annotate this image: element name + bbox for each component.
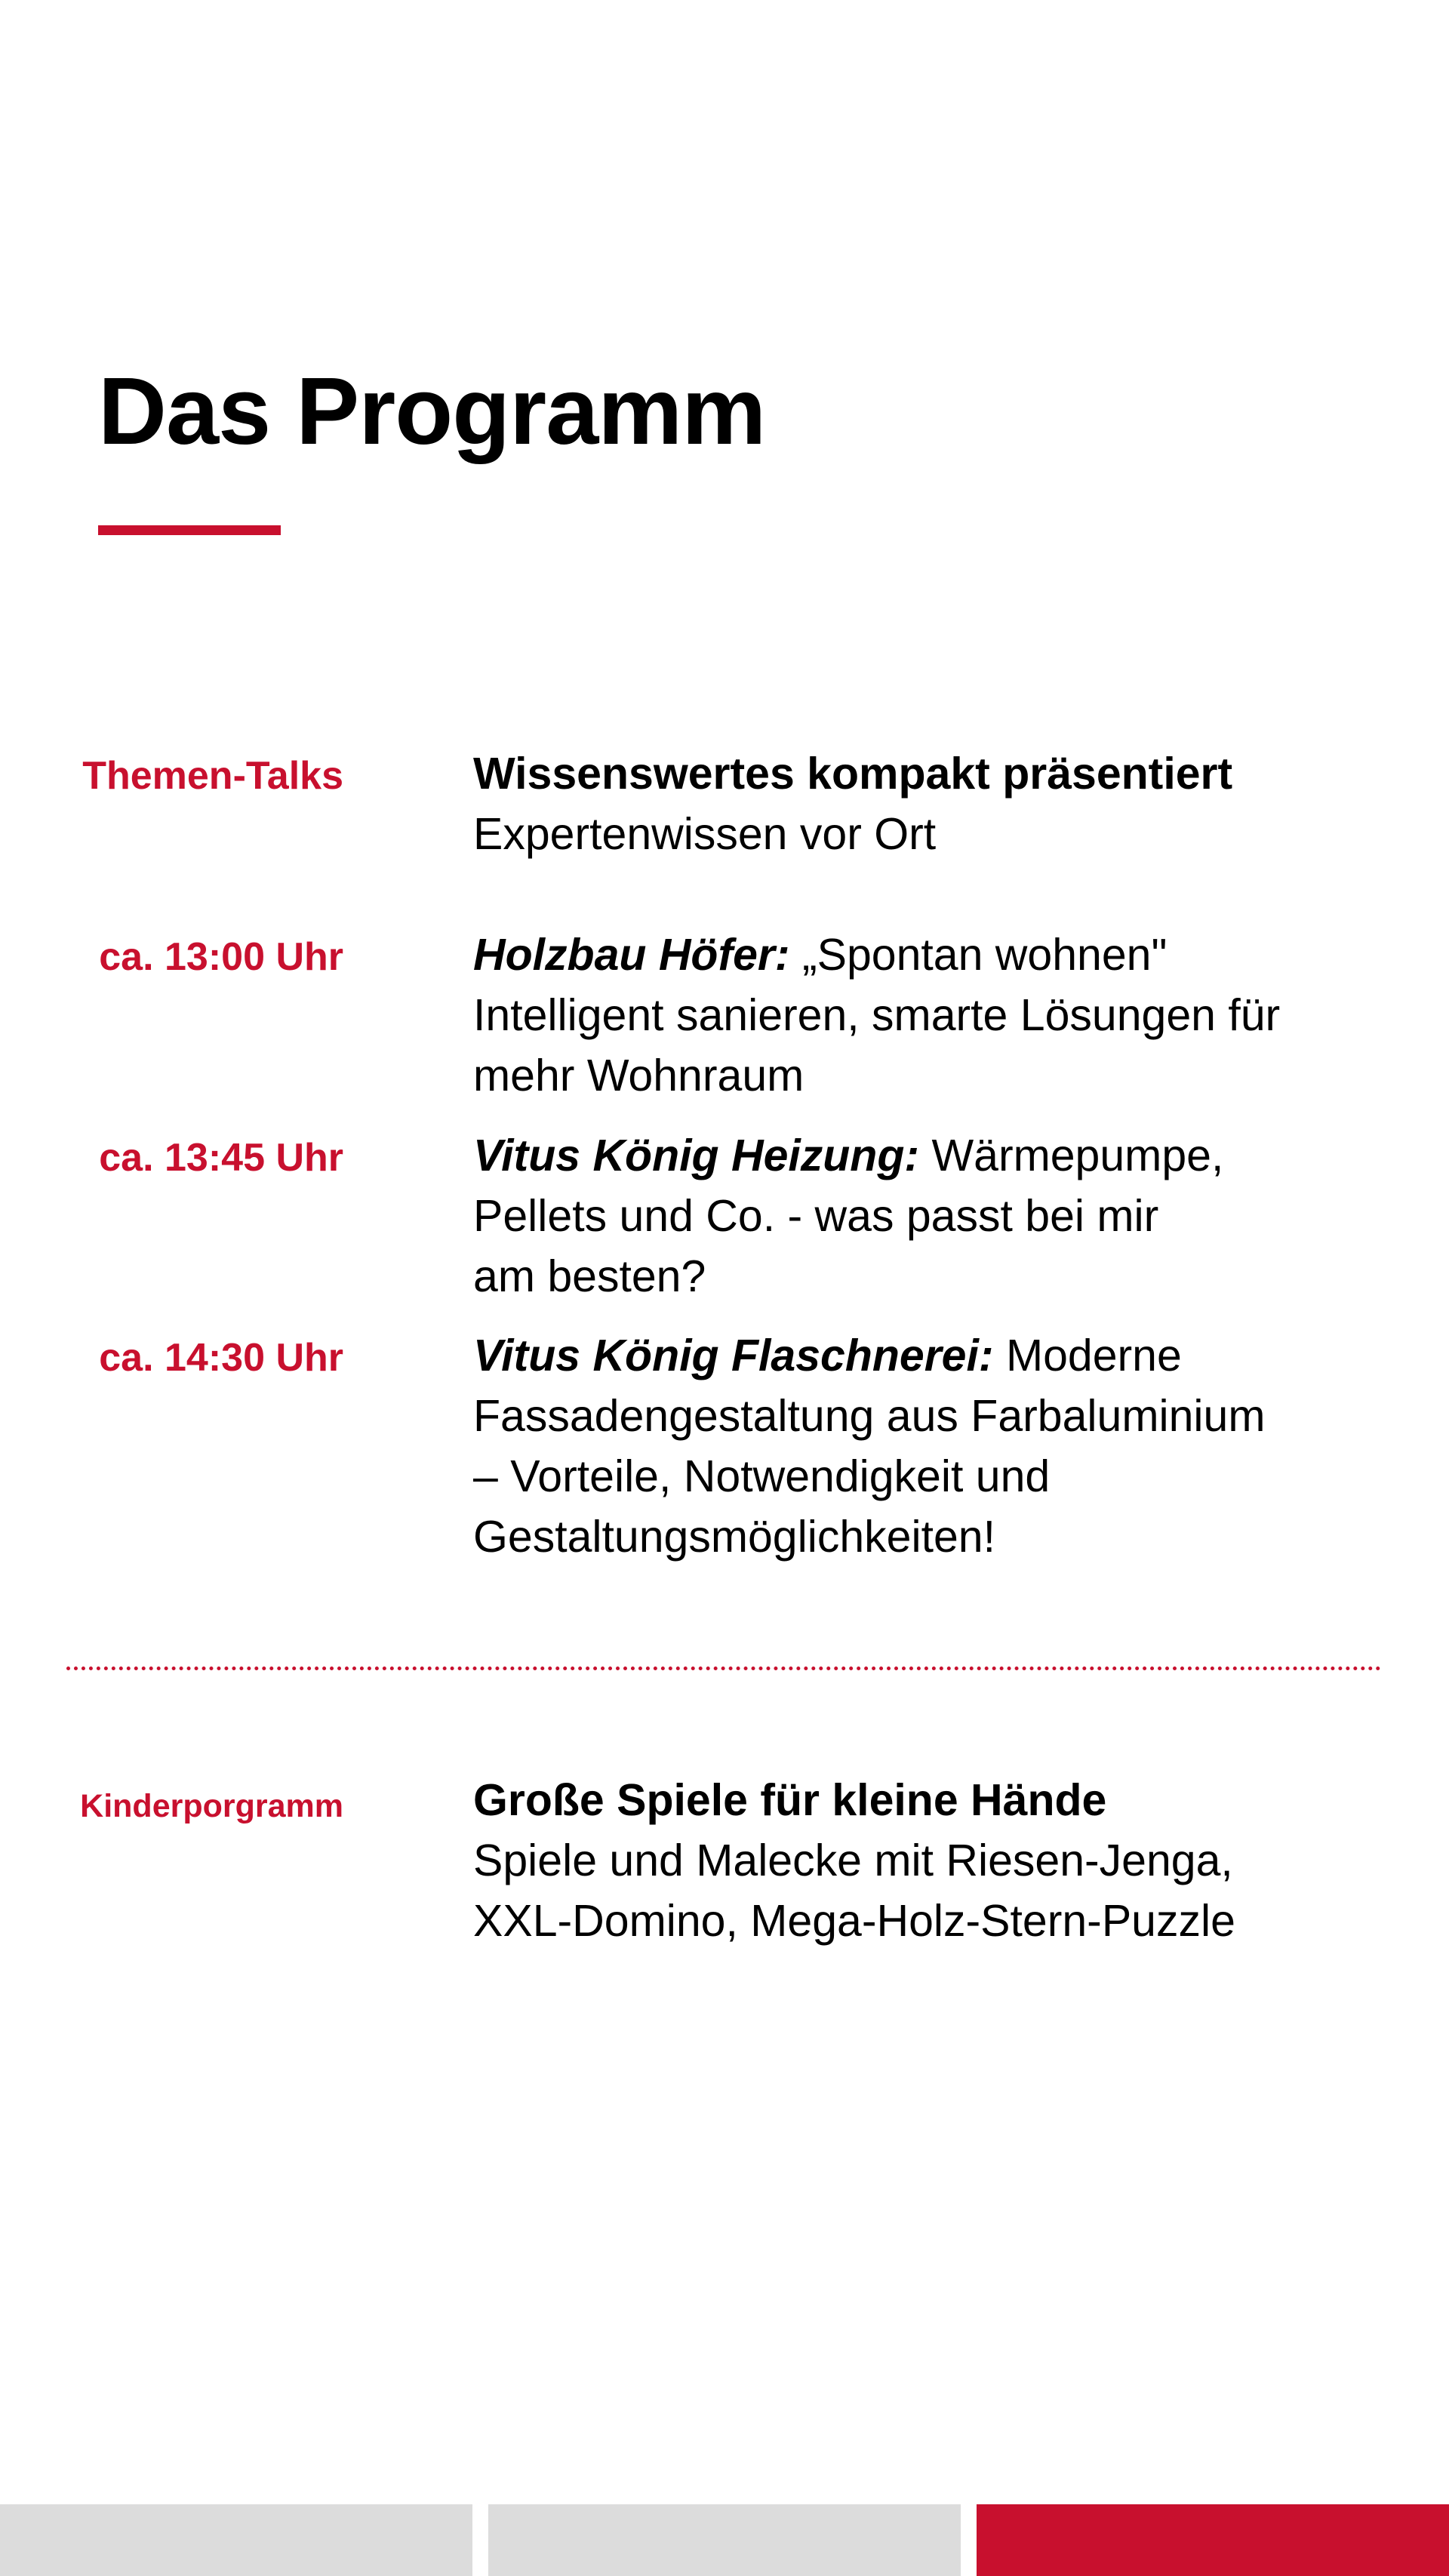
talk-1-title: „Spontan wohnen" xyxy=(789,930,1168,980)
kinderprogramm-line: XXL-Domino, Mega-Holz-Stern-Puzzle xyxy=(473,1896,1235,1946)
themen-talks-heading: Wissenswertes kompakt präsentiert xyxy=(473,749,1233,799)
talk-3-line: Gestaltungsmöglichkeiten! xyxy=(473,1512,995,1562)
themen-talks-block xyxy=(473,743,1379,864)
talk-2-title: Wärmepumpe, xyxy=(919,1131,1224,1180)
talk-item-3 xyxy=(473,1325,1379,1567)
talk-1-company: Holzbau Höfer: xyxy=(473,930,790,980)
talk-2-line: Pellets und Co. - was passt bei mir xyxy=(473,1191,1159,1241)
talk-item-2 xyxy=(473,1125,1379,1306)
talk-1-line: mehr Wohnraum xyxy=(473,1051,804,1100)
section-label-themen-talks: Themen-Talks xyxy=(82,754,343,798)
bottom-bar-left xyxy=(0,2504,472,2576)
talk-item-1 xyxy=(473,925,1379,1106)
kinderprogramm-line: Spiele und Malecke mit Riesen-Jenga, xyxy=(473,1836,1233,1885)
themen-talks-subline: Expertenwissen vor Ort xyxy=(473,809,937,859)
kinderprogramm-heading: Große Spiele für kleine Hände xyxy=(473,1775,1107,1825)
talk-3-company: Vitus König Flaschnerei: xyxy=(473,1331,994,1380)
talk-3-line: Fassadengestaltung aus Farbaluminium xyxy=(473,1391,1266,1441)
talk-2-first-line xyxy=(473,1125,1379,1186)
talk-1-first-line xyxy=(473,925,1379,985)
page-title: Das Programm xyxy=(98,358,766,464)
kinderprogramm-block xyxy=(473,1770,1379,1951)
talk-2-company: Vitus König Heizung: xyxy=(473,1131,920,1180)
title-underline xyxy=(98,525,281,535)
talk-2-line: am besten? xyxy=(473,1251,706,1301)
section-label-kinderprogramm: Kinderporgramm xyxy=(80,1788,343,1824)
bottom-bar-right xyxy=(977,2504,1449,2576)
talk-3-title: Moderne xyxy=(993,1331,1182,1380)
talk-1-line: Intelligent sanieren, smarte Lösungen für xyxy=(473,990,1281,1040)
talk-3-first-line xyxy=(473,1325,1379,1386)
talk-time-3: ca. 14:30 Uhr xyxy=(99,1336,343,1380)
dotted-divider xyxy=(66,1667,1381,1670)
talk-time-1: ca. 13:00 Uhr xyxy=(99,935,343,979)
bottom-bar-middle xyxy=(488,2504,961,2576)
talk-time-2: ca. 13:45 Uhr xyxy=(99,1136,343,1180)
talk-3-line: – Vorteile, Notwendigkeit und xyxy=(473,1451,1051,1501)
